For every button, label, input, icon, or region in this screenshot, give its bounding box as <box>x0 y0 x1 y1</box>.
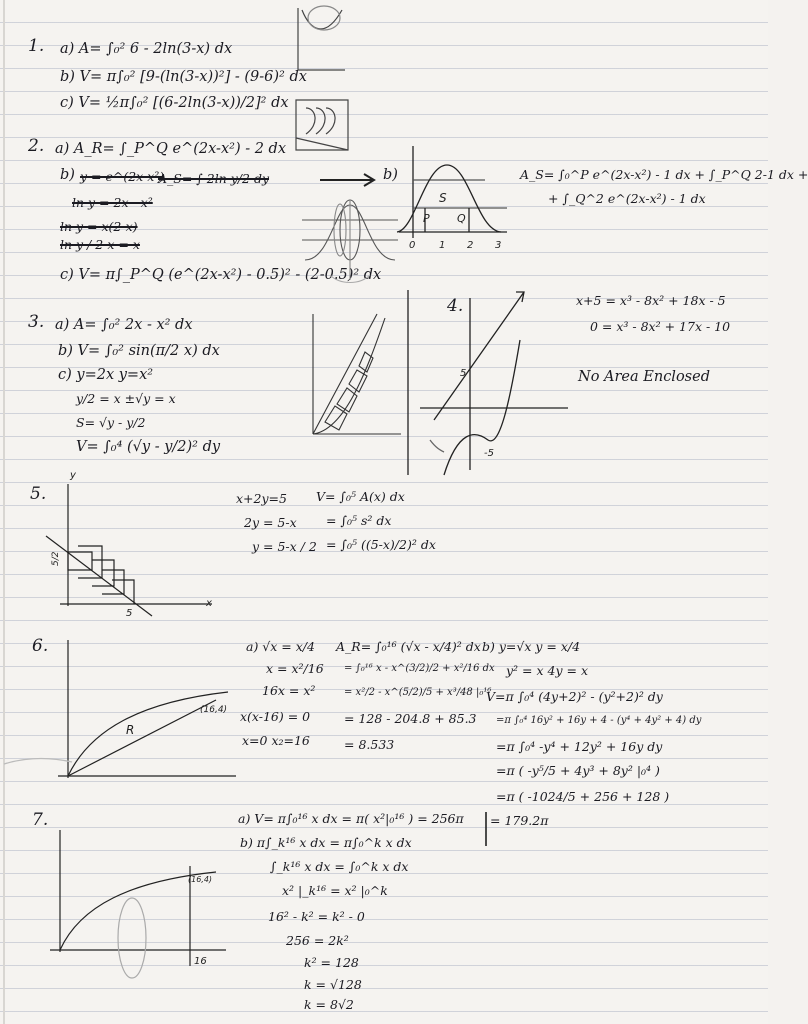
q3-number: 3. <box>28 312 45 332</box>
q2-crossed-5: ln y / 2-x = x <box>60 237 140 252</box>
q1-part-c: c) V= ½π∫₀² [(6-2ln(3-x))/2]² dx <box>60 95 289 111</box>
q6-a2-line2: = ∫₀¹⁶ x - x^(3/2)/2 + x²/16 dx <box>344 663 495 674</box>
q7-line8: k = √128 <box>304 977 362 992</box>
q5-col1-line1: x+2y=5 <box>236 491 287 506</box>
q4-label-neg5: -5 <box>484 448 494 459</box>
q2-part-a: a) A_R= ∫_P^Q e^(2x-x²) - 2 dx <box>55 141 287 157</box>
q6-a1-line2: x = x²/16 <box>266 661 324 676</box>
q3-cross-section-sketch <box>305 310 405 440</box>
q3-part-c2: y/2 = x ±√y = x <box>76 391 176 406</box>
q6-a2-line1: A_R= ∫₀¹⁶ (√x - x/4)² dx <box>336 639 481 654</box>
q5-y-axis-label: y <box>70 470 76 481</box>
q6-number: 6. <box>32 636 49 656</box>
q4-cubic-graph <box>400 280 575 480</box>
q5-x-axis-label: x <box>206 598 212 609</box>
q7-number: 7. <box>32 810 49 830</box>
q6-b-line5: =π ∫₀⁴ -y⁴ + 12y² + 16y dy <box>496 739 663 754</box>
q6-graph <box>0 630 240 785</box>
q2-graph-Q: Q <box>457 212 466 225</box>
q2-volume-sketch <box>300 190 400 290</box>
q2-crossed-4: ln y = x(2-x) <box>60 219 138 234</box>
q4-label-5: 5 <box>460 368 467 379</box>
q5-x-intercept: 5 <box>126 608 133 619</box>
q6-a1-line3: 16x = x² <box>262 683 316 698</box>
q1-sketch <box>290 0 360 160</box>
q6-b-line2: y² = x 4y = x <box>506 663 589 678</box>
q7-answer-bracket <box>482 812 490 848</box>
q6-region-R: R <box>126 723 135 737</box>
q6-b-line8: = 179.2π <box>490 813 549 828</box>
q1-part-a: a) A= ∫₀² 6 - 2ln(3-x) dx <box>60 41 233 57</box>
q7-line1: a) V= π∫₀¹⁶ x dx = π( x²|₀¹⁶ ) = 256π <box>238 811 464 826</box>
q2-tick-0: 0 <box>409 240 416 251</box>
q7-line9: k = 8√2 <box>304 997 354 1012</box>
q2-bell-graph <box>395 140 515 255</box>
q2-part-b-label: b) <box>60 167 75 183</box>
q6-a2-line5: = 8.533 <box>344 737 395 752</box>
q5-col1-line3: y = 5-x / 2 <box>252 539 317 554</box>
q7-line6: 256 = 2k² <box>286 933 349 948</box>
q4-result: No Area Enclosed <box>578 369 710 385</box>
q6-a1-line4: x(x-16) = 0 <box>240 709 311 724</box>
q2-tick-1: 1 <box>439 240 446 251</box>
q2-as-line1: A_S= ∫₀^P e^(2x-x²) - 1 dx + ∫_P^Q 2-1 dx + <box>520 167 808 182</box>
q2-part-c: c) V= π∫_P^Q (e^(2x-x²) - 0.5)² - (2-0.5)² dx <box>60 267 382 283</box>
q4-eq2: 0 = x³ - 8x² + 17x - 10 <box>590 319 731 334</box>
q7-line7: k² = 128 <box>304 955 359 970</box>
q2-graph-S: S <box>439 191 447 205</box>
q3-part-c3: S= √y - y/2 <box>76 415 146 430</box>
q1-part-b: b) V= π∫₀² [9-(ln(3-x))²] - (9-6)² dx <box>60 69 307 85</box>
q4-number: 4. <box>447 296 464 316</box>
q7-line5: 16² - k² = k² - 0 <box>268 909 365 924</box>
q7-line3: ∫_k¹⁶ x dx = ∫₀^k x dx <box>270 859 409 874</box>
q3-part-b: b) V= ∫₀² sin(π/2 x) dx <box>58 343 220 359</box>
q2-tick-3: 3 <box>495 240 502 251</box>
q2-crossed-3: ln y = 2x - x² <box>72 195 153 210</box>
q6-point: (16,4) <box>200 705 228 715</box>
q2-crossed-1: y = e^(2x-x²) <box>80 169 165 184</box>
q6-b-line1: b) y=√x y = x/4 <box>482 639 581 654</box>
q5-col1-line2: 2y = 5-x <box>244 515 297 530</box>
q7-line4: x² |_k¹⁶ = x² |₀^k <box>282 883 388 898</box>
q6-a1-line5: x=0 x₂=16 <box>242 733 310 748</box>
q3-part-c4: V= ∫₀⁴ (√y - y/2)² dy <box>76 439 221 455</box>
q2-graph-b-label: b) <box>383 167 398 183</box>
q6-b-line6: =π ( -y⁵/5 + 4y³ + 8y² |₀⁴ ) <box>496 763 660 778</box>
q7-tick-16: 16 <box>194 956 207 967</box>
q5-col2-line1: V= ∫₀⁵ A(x) dx <box>316 489 405 504</box>
q6-b-line3: V=π ∫₀⁴ (4y+2)² - (y²+2)² dy <box>486 689 663 704</box>
q4-eq1: x+5 = x³ - 8x² + 18x - 5 <box>576 293 726 308</box>
q2-number: 2. <box>28 136 45 156</box>
q1-number: 1. <box>28 36 45 56</box>
q7-line2: b) π∫_k¹⁶ x dx = π∫₀^k x dx <box>240 835 412 850</box>
q5-graph <box>40 466 225 626</box>
q7-point: (16,4) <box>188 875 213 884</box>
q6-a1-line1: a) √x = x/4 <box>246 639 315 654</box>
q3-part-a: a) A= ∫₀² 2x - x² dx <box>55 317 193 333</box>
q2-as-line2: + ∫_Q^2 e^(2x-x²) - 1 dx <box>548 191 706 206</box>
q3-part-c1: c) y=2x y=x² <box>58 367 154 383</box>
q5-number: 5. <box>30 484 47 504</box>
q7-graph <box>40 826 230 976</box>
q5-col2-line3: = ∫₀⁵ ((5-x)/2)² dx <box>326 537 436 552</box>
q6-b-line7: =π ( -1024/5 + 256 + 128 ) <box>496 789 670 804</box>
arrow-icon <box>318 170 378 190</box>
q6-a2-line4: = 128 - 204.8 + 85.3 <box>344 711 477 726</box>
q2-crossed-2: A_S= ∫ 2ln y/2 dy <box>158 171 270 186</box>
q2-tick-2: 2 <box>467 240 474 251</box>
q5-y-intercept: 5/2 <box>51 551 61 566</box>
q5-col2-line2: = ∫₀⁵ s² dx <box>326 513 392 528</box>
q2-graph-P: P <box>423 212 430 225</box>
q6-b-line4: =π ∫₀⁴ 16y² + 16y + 4 - (y⁴ + 4y² + 4) dy <box>496 715 702 726</box>
q6-a2-line3: = x²/2 - x^(5/2)/5 + x³/48 |₀¹⁶ <box>344 687 492 698</box>
